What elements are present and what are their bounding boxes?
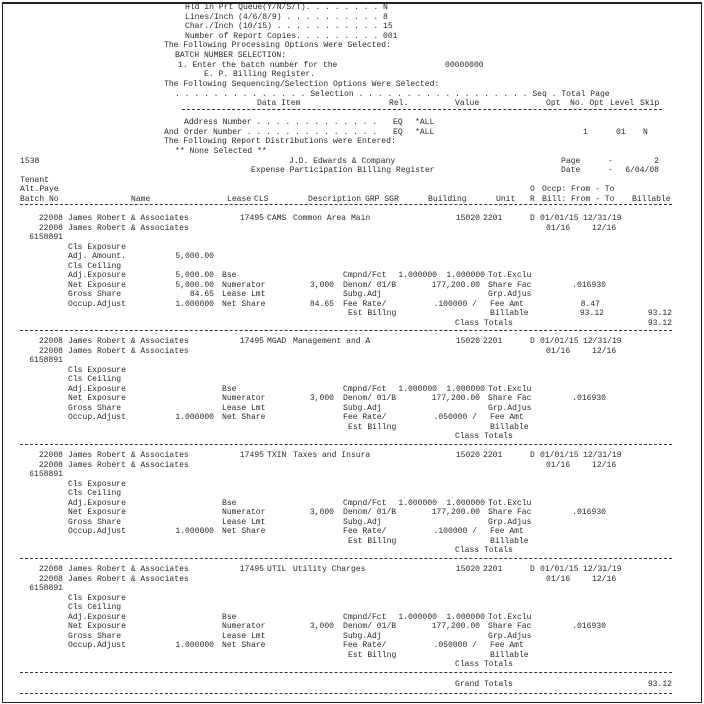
cmpnd-fct-2: 1.000000 bbox=[446, 271, 485, 280]
cmpnd-fct-label: Cmpnd/Fct bbox=[343, 612, 387, 622]
net-share-value: 84.65 bbox=[309, 299, 334, 309]
cls-exposure-label: Cls Exposure bbox=[68, 242, 126, 252]
grp-adjus-label: Grp.Adjus bbox=[488, 517, 532, 527]
gross-share-label: Gross Share bbox=[68, 403, 122, 413]
override-code: D bbox=[530, 565, 535, 574]
gross-share-value: 84.65 bbox=[189, 290, 214, 299]
cls-ceiling-label: Cls Ceiling bbox=[68, 603, 122, 612]
unit-number: 2201 bbox=[483, 214, 503, 223]
occup-adjust-label: Occup.Adjust bbox=[68, 641, 126, 650]
building-number: 15020 bbox=[455, 214, 480, 223]
net-exposure-label: Net Exposure bbox=[68, 622, 126, 631]
subg-adj-label: Subg.Adj bbox=[343, 403, 382, 413]
gross-share-label: Gross Share bbox=[68, 517, 122, 527]
grp-adjus-label: Grp.Adjus bbox=[488, 403, 532, 413]
building-number: 15020 bbox=[455, 565, 480, 574]
cls-ceiling-label: Cls Ceiling bbox=[68, 489, 122, 498]
occupancy-to: 12/31/19 bbox=[583, 451, 622, 460]
occup-adjust-value: 1.000000 bbox=[175, 527, 214, 536]
divider-line bbox=[20, 330, 672, 331]
fee-amt-value: 8.47 bbox=[580, 299, 600, 309]
cls-exposure-label: Cls Exposure bbox=[68, 593, 126, 603]
cmpnd-fct-label: Cmpnd/Fct bbox=[343, 498, 387, 508]
distribution-header: The Following Report Distributions were Entered: bbox=[164, 137, 396, 146]
share-fac-label: Share Fac bbox=[488, 394, 532, 403]
denom-value: 177,200.00 bbox=[431, 508, 480, 517]
subg-adj-label: Subg.Adj bbox=[343, 290, 382, 299]
grand-totals-label: Grand Totals bbox=[455, 680, 513, 689]
cmpnd-fct-2: 1.000000 bbox=[446, 612, 485, 622]
fee-amt-label: Fee Amt bbox=[490, 299, 524, 309]
denom-value: 177,200.00 bbox=[431, 280, 480, 290]
fee-amt-label: Fee Amt bbox=[490, 413, 524, 422]
adj-exposure-label: Adj.Exposure bbox=[68, 612, 126, 622]
tenant-number: 22008 bbox=[38, 565, 63, 574]
bill-from: 01/16 bbox=[546, 460, 571, 470]
fee-rate-value: .100000 / bbox=[433, 527, 477, 536]
alt-payee-name: James Robert & Associates bbox=[68, 460, 189, 470]
unit-number: 2201 bbox=[483, 337, 503, 346]
est-billing-label: Est Billng bbox=[348, 309, 397, 318]
occupancy-from: 01/01/15 bbox=[540, 451, 579, 460]
bse-label: Bse bbox=[222, 612, 237, 622]
lease-number: 17495 bbox=[239, 214, 264, 223]
lease-lmt-label: Lease Lmt bbox=[222, 631, 266, 641]
lease-lmt-label: Lease Lmt bbox=[222, 403, 266, 413]
billable-column-value: 93.12 bbox=[647, 309, 672, 318]
share-fac-value: .016930 bbox=[572, 280, 606, 290]
col-rel: Rel. bbox=[389, 99, 409, 108]
bill-to: 12/16 bbox=[592, 346, 617, 356]
col-name: Name bbox=[131, 195, 151, 204]
gross-share-label: Gross Share bbox=[68, 631, 122, 641]
report-id: 1538 bbox=[20, 157, 40, 166]
fee-rate-label: Fee Rate/ bbox=[343, 299, 387, 309]
lease-number: 17495 bbox=[239, 337, 264, 346]
share-fac-label: Share Fac bbox=[488, 622, 532, 631]
lease-lmt-label: Lease Lmt bbox=[222, 517, 266, 527]
numerator-label: Numerator bbox=[222, 394, 266, 403]
col-opt: Opt bbox=[546, 99, 561, 108]
bse-label: Bse bbox=[222, 498, 237, 508]
grand-totals-value: 93.12 bbox=[647, 680, 672, 689]
adj-amount-label: Adj. Amount. bbox=[68, 252, 126, 261]
cls-ceiling-label: Cls Ceiling bbox=[68, 375, 122, 384]
bill-to: 12/16 bbox=[592, 460, 617, 470]
adj-exposure-label: Adj.Exposure bbox=[68, 384, 126, 394]
alt-payee-number: 22008 bbox=[38, 574, 63, 584]
col-unit: Unit bbox=[496, 195, 516, 204]
billable-amount: 93.12 bbox=[579, 309, 604, 318]
seq-data-item: Address Number . . . . . . . . . . . . . bbox=[184, 118, 378, 127]
numerator-label: Numerator bbox=[222, 622, 266, 631]
col-description: Description bbox=[308, 195, 362, 204]
batch-number: 6158891 bbox=[29, 470, 63, 479]
col-alt-payee: Alt.Paye bbox=[20, 185, 59, 194]
occupancy-from: 01/01/15 bbox=[540, 214, 579, 223]
est-billing-label: Est Billng bbox=[348, 650, 397, 660]
numerator-value: 3,000 bbox=[309, 394, 334, 403]
divider-line bbox=[20, 672, 672, 673]
cls-exposure-label: Cls Exposure bbox=[68, 365, 126, 375]
col-batch-no: Batch No bbox=[20, 195, 59, 204]
class-totals-value: 93.12 bbox=[647, 318, 672, 328]
class-description: Utility Charges bbox=[293, 565, 366, 574]
batch-option-value: 00000000 bbox=[445, 61, 484, 70]
denom-label: Denom/ 01/B bbox=[343, 280, 397, 290]
tenant-name: James Robert & Associates bbox=[68, 565, 189, 574]
occup-adjust-value: 1.000000 bbox=[175, 413, 214, 422]
est-billing-label: Est Billng bbox=[348, 422, 397, 432]
numerator-label: Numerator bbox=[222, 508, 266, 517]
net-exposure-value: 5,000.00 bbox=[175, 280, 214, 290]
alt-payee-number: 22008 bbox=[38, 346, 63, 356]
occup-adjust-label: Occup.Adjust bbox=[68, 527, 126, 536]
class-totals-label: Class Totals bbox=[455, 546, 513, 555]
seq-prefix: And bbox=[164, 127, 179, 137]
report-date: 6/04/08 bbox=[625, 166, 659, 175]
bill-from: 01/16 bbox=[546, 223, 571, 233]
page-number: 2 bbox=[654, 157, 659, 166]
seq-value: *ALL bbox=[415, 118, 435, 127]
billable-label: Billable bbox=[490, 650, 529, 660]
seq-skip: N bbox=[643, 127, 648, 137]
occupancy-to: 12/31/19 bbox=[583, 214, 622, 223]
lease-number: 17495 bbox=[239, 451, 264, 460]
seq-level: 01 bbox=[616, 127, 626, 137]
date-label: Date bbox=[561, 166, 581, 175]
share-fac-value: .016930 bbox=[572, 622, 606, 631]
net-share-label: Net Share bbox=[222, 299, 266, 309]
divider-line bbox=[20, 444, 672, 445]
cmpnd-fct-1: 1.000000 bbox=[398, 612, 437, 622]
print-option: Number of Report Copies. . . . . . . . . 001 bbox=[185, 31, 398, 41]
seq-rel: EQ bbox=[393, 127, 403, 137]
date-dash: - bbox=[608, 166, 613, 175]
col-billable: Billable bbox=[632, 195, 671, 204]
page-dash: - bbox=[608, 157, 613, 166]
tot-exclu-label: Tot.Exclu bbox=[488, 271, 532, 280]
share-fac-value: .016930 bbox=[572, 394, 606, 403]
class-description: Management and A bbox=[293, 337, 371, 346]
building-number: 15020 bbox=[455, 337, 480, 346]
billable-label: Billable bbox=[490, 536, 529, 546]
subg-adj-label: Subg.Adj bbox=[343, 631, 382, 641]
distribution-value: ** None Selected ** bbox=[175, 147, 267, 156]
tenant-name: James Robert & Associates bbox=[68, 214, 189, 223]
occup-adjust-label: Occup.Adjust bbox=[68, 413, 126, 422]
tenant-number: 22008 bbox=[38, 451, 63, 460]
fee-rate-label: Fee Rate/ bbox=[343, 413, 387, 422]
occup-adjust-label: Occup.Adjust bbox=[68, 299, 126, 309]
tot-exclu-label: Tot.Exclu bbox=[488, 612, 532, 622]
fee-amt-label: Fee Amt bbox=[490, 641, 524, 650]
denom-label: Denom/ 01/B bbox=[343, 622, 397, 631]
est-billing-label: Est Billng bbox=[348, 536, 397, 546]
batch-option-text: 1. Enter the batch number for the bbox=[178, 61, 338, 70]
divider-line bbox=[20, 558, 672, 559]
occupancy-from: 01/01/15 bbox=[540, 565, 579, 574]
fee-rate-value: .050000 / bbox=[433, 641, 477, 650]
occupancy-to: 12/31/19 bbox=[583, 337, 622, 346]
bse-label: Bse bbox=[222, 384, 237, 394]
denom-value: 177,200.00 bbox=[431, 394, 480, 403]
processing-options-header: The Following Processing Options Were Selected: bbox=[164, 41, 391, 50]
denom-label: Denom/ 01/B bbox=[343, 394, 397, 403]
cmpnd-fct-1: 1.000000 bbox=[398, 271, 437, 280]
batch-option-text: E. P. Billing Register. bbox=[204, 70, 316, 79]
tot-exclu-label: Tot.Exclu bbox=[488, 384, 532, 394]
override-code: D bbox=[530, 214, 535, 223]
col-value: Value bbox=[455, 99, 480, 108]
adj-amount-value: 5,000.00 bbox=[175, 252, 214, 261]
col-bill-period: Bill: From - To bbox=[542, 195, 615, 204]
seq-data-item: Order Number . . . . . . . . . . . . . . bbox=[184, 127, 378, 137]
cmpnd-fct-1: 1.000000 bbox=[398, 498, 437, 508]
tenant-name: James Robert & Associates bbox=[68, 337, 189, 346]
seq-number: 1 bbox=[583, 127, 588, 137]
sequencing-header: The Following Sequencing/Selection Options Were Selected: bbox=[164, 80, 440, 89]
subg-adj-label: Subg.Adj bbox=[343, 517, 382, 527]
fee-rate-label: Fee Rate/ bbox=[343, 527, 387, 536]
col-seq: No. Opt bbox=[570, 99, 604, 108]
batch-number: 6158891 bbox=[29, 233, 63, 242]
page-label: Page bbox=[561, 157, 581, 166]
print-option: Hld in Prt Queue(Y/N/S/T). . . . . . . . N bbox=[185, 3, 388, 12]
divider-line bbox=[182, 109, 662, 110]
col-skip: Skip bbox=[640, 99, 660, 108]
net-exposure-label: Net Exposure bbox=[68, 280, 126, 290]
divider-line bbox=[20, 204, 672, 205]
occup-adjust-value: 1.000000 bbox=[175, 299, 214, 309]
selection-header: . . . . . . . . . . . . . . Selection . . . . . . . . . . . . . . . . . . Seq . Total Page bbox=[175, 90, 610, 99]
tenant-number: 22008 bbox=[38, 214, 63, 223]
class-code: TXIN bbox=[267, 451, 287, 460]
col-occupancy: Occp: From - To bbox=[542, 185, 615, 194]
col-tenant: Tenant bbox=[20, 176, 49, 185]
col-level: Level bbox=[610, 99, 635, 108]
alt-payee-name: James Robert & Associates bbox=[68, 346, 189, 356]
tenant-name: James Robert & Associates bbox=[68, 451, 189, 460]
net-share-label: Net Share bbox=[222, 641, 266, 650]
alt-payee-name: James Robert & Associates bbox=[68, 574, 189, 584]
grp-adjus-label: Grp.Adjus bbox=[488, 631, 532, 641]
print-option: Char./Inch (10/15) . . . . . . . . . . . 15 bbox=[185, 22, 393, 31]
tot-exclu-label: Tot.Exclu bbox=[488, 498, 532, 508]
class-description: Taxes and Insura bbox=[293, 451, 371, 460]
fee-rate-value: .050000 / bbox=[433, 413, 477, 422]
unit-number: 2201 bbox=[483, 565, 503, 574]
occupancy-from: 01/01/15 bbox=[540, 337, 579, 346]
alt-payee-number: 22008 bbox=[38, 460, 63, 470]
cmpnd-fct-2: 1.000000 bbox=[446, 498, 485, 508]
class-code: CAMS bbox=[267, 214, 287, 223]
share-fac-label: Share Fac bbox=[488, 280, 532, 290]
class-totals-label: Class Totals bbox=[455, 318, 513, 328]
batch-selection-title: BATCH NUMBER SELECTION: bbox=[175, 51, 287, 60]
numerator-label: Numerator bbox=[222, 280, 266, 290]
company-name: J.D. Edwards & Company bbox=[289, 157, 396, 166]
alt-payee-name: James Robert & Associates bbox=[68, 223, 189, 233]
col-data-item: Data Item bbox=[257, 99, 301, 108]
bse-label: Bse bbox=[222, 271, 237, 280]
report-title: Expense Participation Billing Register bbox=[251, 166, 435, 175]
bill-from: 01/16 bbox=[546, 574, 571, 584]
billable-label: Billable bbox=[490, 309, 529, 318]
occup-adjust-value: 1.000000 bbox=[175, 641, 214, 650]
col-or: R bbox=[530, 195, 535, 204]
numerator-value: 3,000 bbox=[309, 622, 334, 631]
net-share-label: Net Share bbox=[222, 413, 266, 422]
occupancy-to: 12/31/19 bbox=[583, 565, 622, 574]
cls-ceiling-label: Cls Ceiling bbox=[68, 261, 122, 271]
unit-number: 2201 bbox=[483, 451, 503, 460]
override-code: D bbox=[530, 337, 535, 346]
lease-number: 17495 bbox=[239, 565, 264, 574]
lease-lmt-label: Lease Lmt bbox=[222, 290, 266, 299]
col-grp-sgr: GRP SGR bbox=[365, 195, 399, 204]
net-exposure-label: Net Exposure bbox=[68, 508, 126, 517]
net-exposure-label: Net Exposure bbox=[68, 394, 126, 403]
cmpnd-fct-1: 1.000000 bbox=[398, 384, 437, 394]
seq-value: *ALL bbox=[415, 127, 435, 137]
denom-label: Denom/ 01/B bbox=[343, 508, 397, 517]
cmpnd-fct-label: Cmpnd/Fct bbox=[343, 384, 387, 394]
gross-share-label: Gross Share bbox=[68, 290, 122, 299]
bill-to: 12/16 bbox=[592, 574, 617, 584]
seq-rel: EQ bbox=[393, 118, 403, 127]
batch-number: 6158891 bbox=[29, 584, 63, 593]
tenant-number: 22008 bbox=[38, 337, 63, 346]
col-or: O bbox=[530, 185, 535, 194]
cls-exposure-label: Cls Exposure bbox=[68, 479, 126, 489]
fee-rate-value: .100000 / bbox=[433, 299, 477, 309]
cmpnd-fct-label: Cmpnd/Fct bbox=[343, 271, 387, 280]
bill-to: 12/16 bbox=[592, 223, 617, 233]
billable-label: Billable bbox=[490, 422, 529, 432]
print-option: Lines/Inch (4/6/8/9) . . . . . . . . . . 8 bbox=[185, 12, 388, 22]
bill-from: 01/16 bbox=[546, 346, 571, 356]
col-cls: CLS bbox=[254, 195, 269, 204]
net-share-label: Net Share bbox=[222, 527, 266, 536]
alt-payee-number: 22008 bbox=[38, 223, 63, 233]
batch-number: 6158891 bbox=[29, 356, 63, 365]
override-code: D bbox=[530, 451, 535, 460]
adj-exposure-label: Adj.Exposure bbox=[68, 271, 126, 280]
grp-adjus-label: Grp.Adjus bbox=[488, 290, 532, 299]
class-description: Common Area Main bbox=[293, 214, 371, 223]
denom-value: 177,200.00 bbox=[431, 622, 480, 631]
fee-amt-label: Fee Amt bbox=[490, 527, 524, 536]
adj-exposure-label: Adj.Exposure bbox=[68, 498, 126, 508]
col-building: Building bbox=[428, 195, 467, 204]
class-code: UTIL bbox=[267, 565, 287, 574]
fee-rate-label: Fee Rate/ bbox=[343, 641, 387, 650]
building-number: 15020 bbox=[455, 451, 480, 460]
class-totals-label: Class Totals bbox=[455, 660, 513, 669]
cmpnd-fct-2: 1.000000 bbox=[446, 384, 485, 394]
numerator-value: 3,000 bbox=[309, 508, 334, 517]
class-totals-label: Class Totals bbox=[455, 432, 513, 441]
share-fac-value: .016930 bbox=[572, 508, 606, 517]
numerator-value: 3,000 bbox=[309, 280, 334, 290]
class-code: MGAD bbox=[267, 337, 287, 346]
share-fac-label: Share Fac bbox=[488, 508, 532, 517]
divider-line bbox=[20, 693, 672, 694]
col-lease: Lease bbox=[227, 195, 252, 204]
adj-exposure-value: 5,000.00 bbox=[175, 271, 214, 280]
